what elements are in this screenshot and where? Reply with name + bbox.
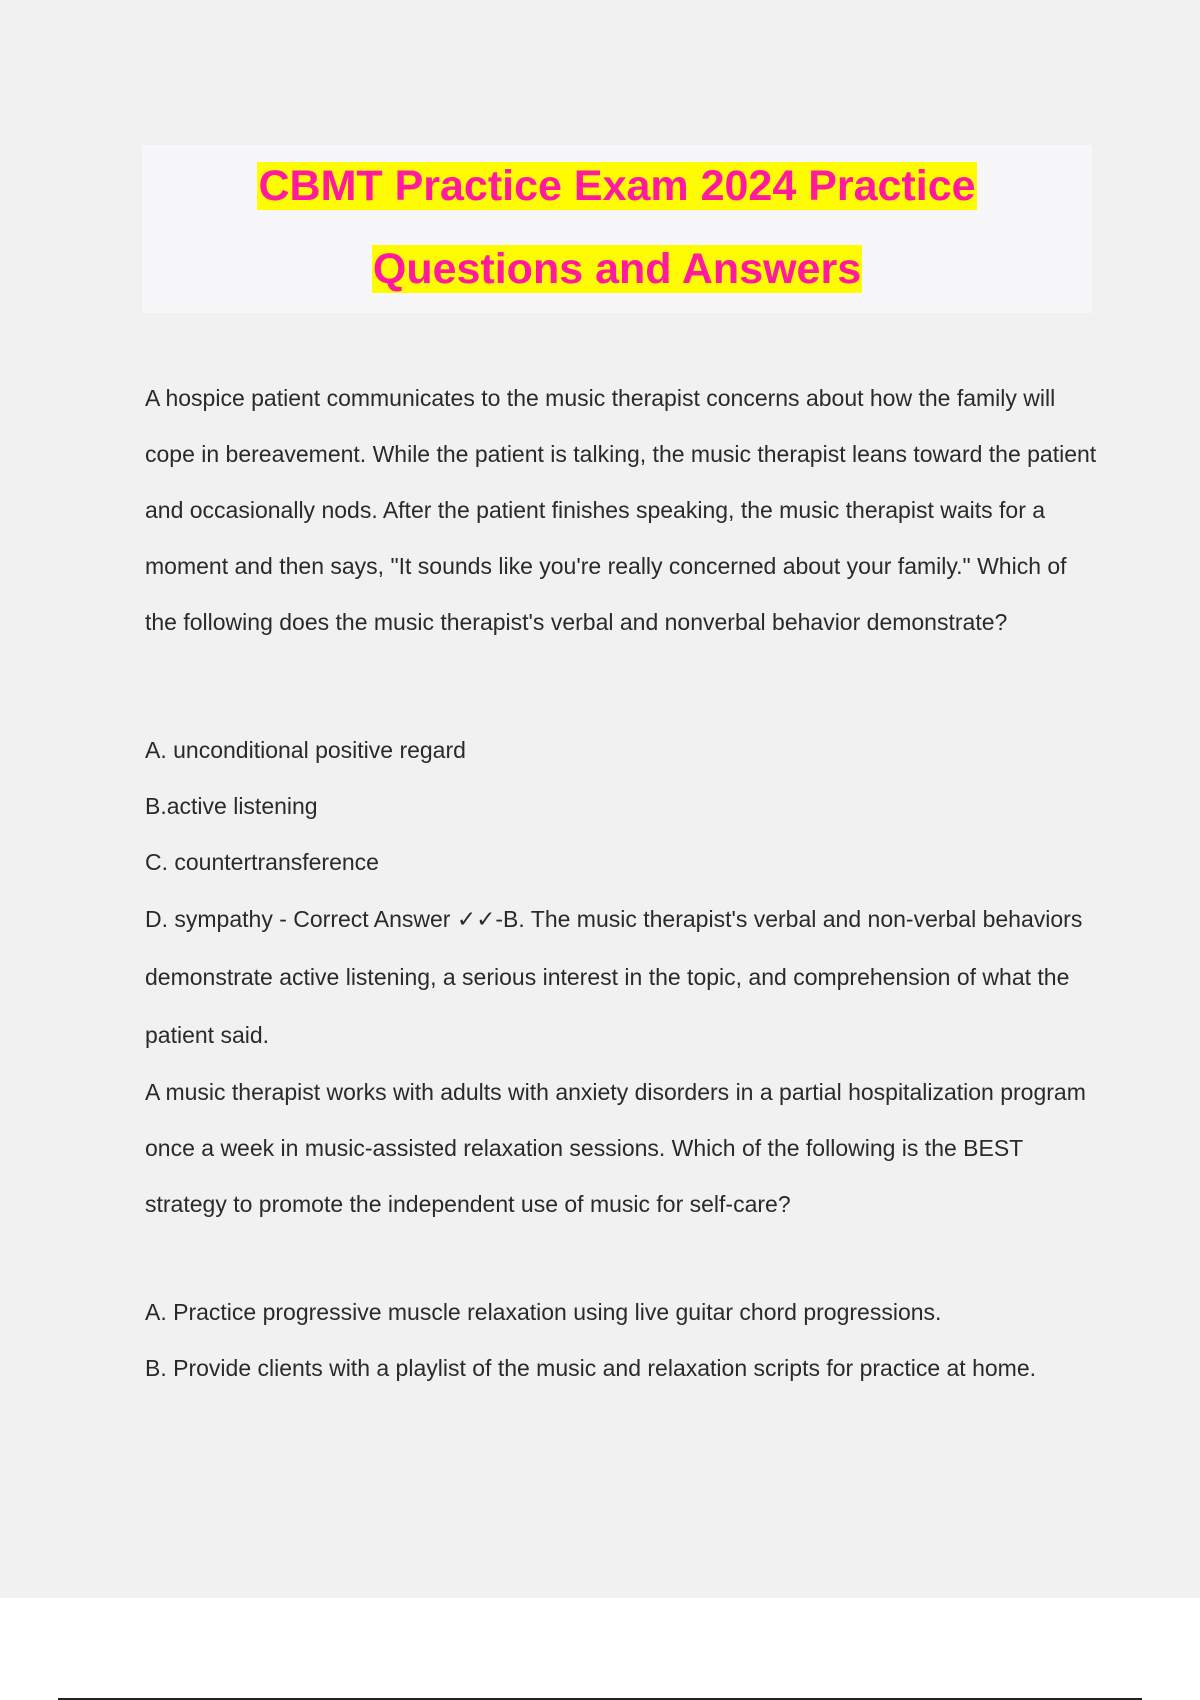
question-1-text: A hospice patient communicates to the music therapist concerns about how the family will cope in bereavement. While the patient is talking, the music therapist leans toward the patient and occasionally nods. After the patient finishes speaking, the music therapist waits for a moment and then says, "It sounds like you're really concerned about your family." Which of the following does the music therapist's verbal and nonverbal behavior demonstrate?	[145, 385, 1097, 635]
question-1-option-d-answer: D. sympathy - Correct Answer ✓✓-B. The music therapist's verbal and non-verbal behaviors demonstrate active listening, a serious interest in the topic, and comprehension of what the patient said.	[145, 906, 1083, 1048]
title-text-2: Questions and Answers	[372, 245, 862, 293]
title-block	[142, 145, 1092, 313]
spacer	[145, 650, 1100, 722]
spacer	[145, 1232, 1100, 1284]
question-2-option-b: B. Provide clients with a playlist of the music and relaxation scripts for practice at home.	[145, 1355, 1037, 1381]
question-1-option-b: B.active listening	[145, 793, 318, 819]
title-text-1: CBMT Practice Exam 2024 Practice	[258, 162, 976, 210]
question-1-option-a: A. unconditional positive regard	[145, 737, 466, 763]
question-2-text: A music therapist works with adults with anxiety disorders in a partial hospitalization program once a week in music-assisted relaxation sessions. Which of the following is the BEST strategy to promote the independent use of music for self-care?	[145, 1079, 1086, 1217]
question-2-option-a: A. Practice progressive muscle relaxation using live guitar chord progressions.	[145, 1299, 942, 1325]
document-body	[145, 370, 1100, 1396]
question-1-option-c: C. countertransference	[145, 849, 379, 875]
title-line-2	[142, 228, 1092, 311]
title-line-1	[142, 145, 1092, 228]
